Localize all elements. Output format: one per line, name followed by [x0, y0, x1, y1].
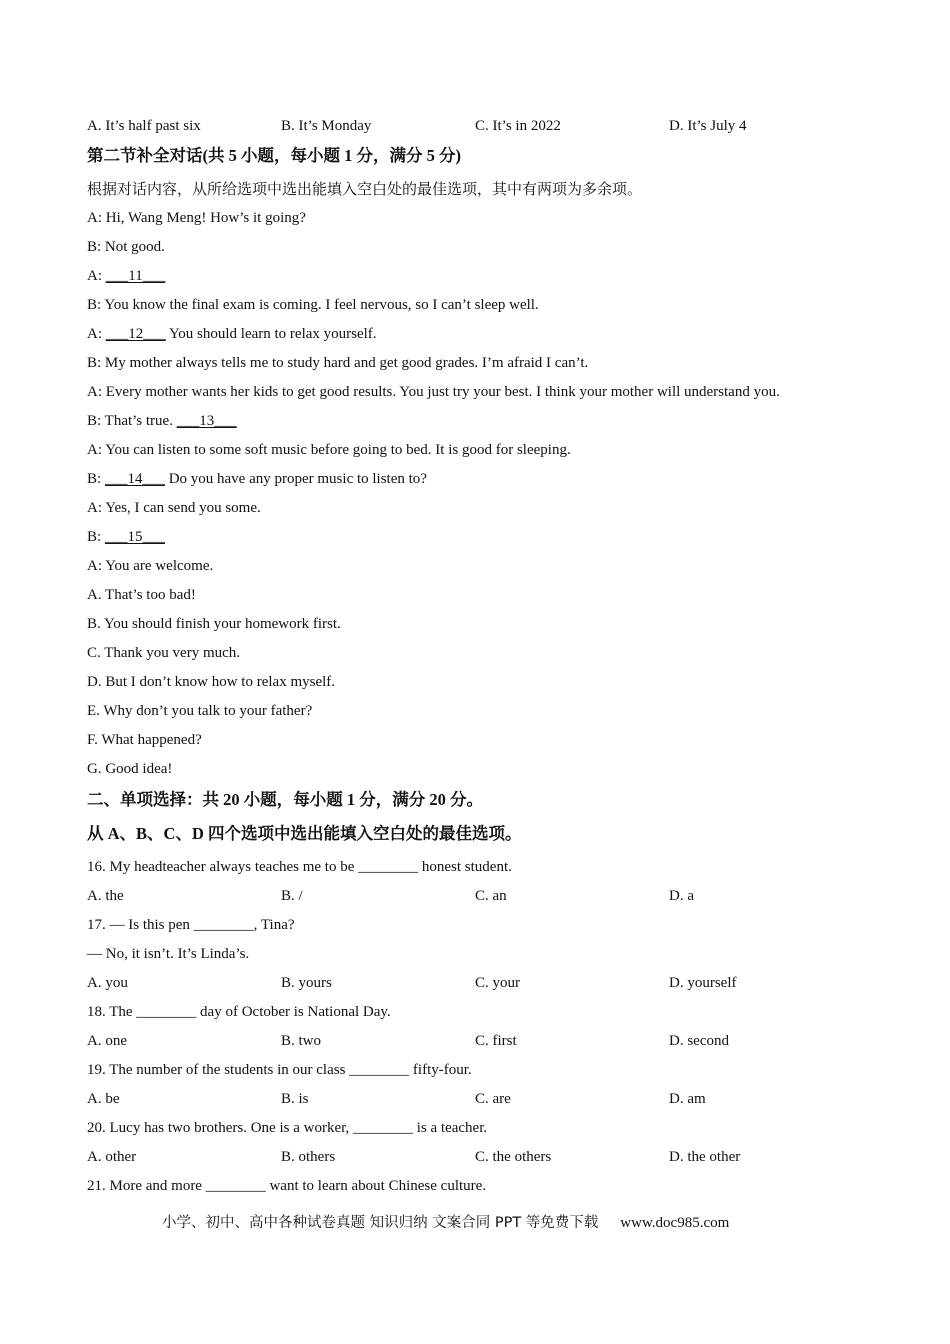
q19-option-d: D. am: [669, 1091, 706, 1107]
dialogue-line-12: [87, 527, 165, 547]
dialogue-line-4: B: You know the final exam is coming. I feel nervous, so I can’t sleep well.: [87, 297, 539, 313]
page-footer: [162, 1213, 729, 1233]
q17-option-a: A. you: [87, 975, 128, 991]
q18-option-c: C. first: [475, 1033, 517, 1049]
blank-15: ___15___: [104, 529, 165, 545]
question-18-stem: 18. The ________ day of October is National Day.: [87, 1004, 391, 1020]
q19-option-c: C. are: [475, 1091, 511, 1107]
blank-14: ___14___: [104, 471, 165, 487]
q10-option-d: D. It’s July 4: [669, 118, 747, 134]
dialogue-text: Do you have any proper music to listen to?: [164, 471, 427, 487]
q18-option-d: D. second: [669, 1033, 729, 1049]
dialogue-line-11: A: Yes, I can send you some.: [87, 500, 261, 516]
q10-option-a: A. It’s half past six: [87, 118, 201, 134]
q20-option-b: B. others: [281, 1149, 336, 1165]
dialogue-line-1: A: Hi, Wang Meng! How’s it going?: [87, 210, 306, 226]
dialogue-line-3: [87, 266, 165, 286]
dialogue-line-10: [87, 469, 427, 489]
q16-option-c: C. an: [475, 888, 507, 904]
dialogue-option-g: G. Good idea!: [87, 761, 173, 777]
q10-option-c: C. It’s in 2022: [475, 118, 561, 134]
q17-option-d: D. yourself: [669, 975, 737, 991]
dialogue-option-c: C. Thank you very much.: [87, 645, 241, 661]
q16-option-a: A. the: [87, 888, 124, 904]
dialogue-option-b: B. You should finish your homework first.: [87, 616, 341, 632]
question-17-reply: — No, it isn’t. It’s Linda’s.: [87, 946, 250, 962]
blank-11: ___11___: [105, 268, 166, 284]
dialogue-text: B: That’s true.: [87, 413, 177, 429]
question-17-stem: 17. — Is this pen ________, Tina?: [87, 917, 295, 933]
q19-option-a: A. be: [87, 1091, 120, 1107]
dialogue-option-d: D. But I don’t know how to relax myself.: [87, 674, 336, 690]
footer-text: 小学、初中、高中各种试卷真题 知识归纳 文案合同 PPT 等免费下载: [162, 1215, 599, 1231]
speaker-prefix: A:: [87, 268, 106, 284]
dialogue-line-13: A: You are welcome.: [87, 558, 214, 574]
question-20-stem: 20. Lucy has two brothers. One is a worker, ________ is a teacher.: [87, 1120, 488, 1136]
dialogue-line-9: A: You can listen to some soft music before going to bed. It is good for sleeping.: [87, 442, 571, 458]
q16-option-b: B. /: [281, 888, 303, 904]
dialogue-line-7: A: Every mother wants her kids to get good results. You just try your best. I think your mother will understand you.: [87, 384, 780, 400]
speaker-prefix: B:: [87, 471, 105, 487]
dialogue-text: You should learn to relax yourself.: [165, 326, 377, 342]
speaker-prefix: A:: [87, 326, 106, 342]
part2-instruction: 从 A、B、C、D 四个选项中选出能填入空白处的最佳选项。: [87, 824, 522, 843]
section2-title: 第二节补全对话(共 5 小题，每小题 1 分，满分 5 分): [87, 146, 461, 165]
q18-option-b: B. two: [281, 1033, 322, 1049]
q17-option-c: C. your: [475, 975, 520, 991]
dialogue-line-2: B: Not good.: [87, 239, 165, 255]
q19-option-b: B. is: [281, 1091, 309, 1107]
speaker-prefix: B:: [87, 529, 105, 545]
part2-title: 二、单项选择：共 20 小题，每小题 1 分，满分 20 分。: [87, 790, 483, 809]
dialogue-option-a: A. That’s too bad!: [87, 587, 196, 603]
q20-option-c: C. the others: [475, 1149, 552, 1165]
dialogue-line-6: B: My mother always tells me to study hard and get good grades. I’m afraid I can’t.: [87, 355, 589, 371]
q18-option-a: A. one: [87, 1033, 127, 1049]
q16-option-d: D. a: [669, 888, 694, 904]
footer-url[interactable]: www.doc985.com: [620, 1215, 730, 1231]
question-16-stem: 16. My headteacher always teaches me to be ________ honest student.: [87, 859, 512, 875]
section2-instruction: 根据对话内容，从所给选项中选出能填入空白处的最佳选项，其中有两项为多余项。: [87, 182, 643, 198]
dialogue-line-8: [87, 411, 237, 431]
q20-option-d: D. the other: [669, 1149, 741, 1165]
dialogue-option-e: E. Why don’t you talk to your father?: [87, 703, 313, 719]
q17-option-b: B. yours: [281, 975, 332, 991]
question-21-stem: 21. More and more ________ want to learn about Chinese culture.: [87, 1178, 487, 1194]
q10-option-b: B. It’s Monday: [281, 118, 372, 134]
question-19-stem: 19. The number of the students in our class ________ fifty-four.: [87, 1062, 472, 1078]
blank-12: ___12___: [105, 326, 166, 342]
q20-option-a: A. other: [87, 1149, 137, 1165]
dialogue-line-5: [87, 324, 377, 344]
blank-13: ___13___: [176, 413, 237, 429]
dialogue-option-f: F. What happened?: [87, 732, 202, 748]
